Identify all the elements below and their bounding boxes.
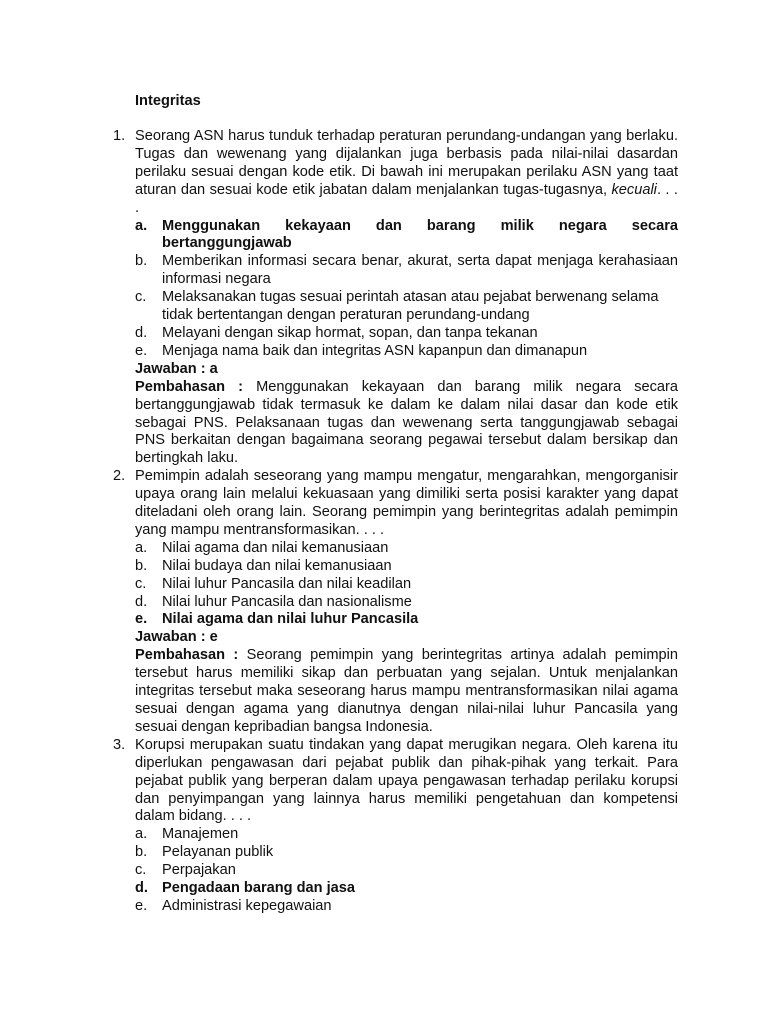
option-letter: b. <box>135 253 148 270</box>
option-text: Pelayanan publik <box>162 844 274 861</box>
option-letter: b. <box>135 557 148 574</box>
option-letter: e. <box>135 611 148 628</box>
question-text: Korupsi merupakan suatu tindakan yang dapat merugikan negara. Oleh karena itu diperlukan pengawasan dari pejabat publik dan pihak-pihak yang terkait. Para pejabat publik yang berperan dalam upaya pengawasan terhadap perilaku korupsi dan penyimpangan yang lainnya harus memiliki pengetahuan dan kompetensi dalam bidang. . . . <box>135 736 678 825</box>
option-c <box>135 576 678 594</box>
option-d <box>135 880 678 898</box>
option-a <box>135 218 678 254</box>
answer-line: Jawaban : e <box>135 629 218 646</box>
explanation-label: Pembahasan : <box>135 378 244 395</box>
option-text: Administrasi kepegawaian <box>162 897 332 914</box>
question-number: 3. <box>113 736 126 753</box>
question-2 <box>0 468 768 737</box>
option-b <box>135 253 678 289</box>
option-text: Melaksanakan tugas sesuai perintah atasan atau pejabat berwenang selama tidak bertentangan dengan peraturan perundang-undang <box>162 289 659 324</box>
option-letter: a. <box>135 539 148 556</box>
option-letter: d. <box>135 324 148 341</box>
page-title: Integritas <box>135 93 201 109</box>
option-d <box>135 325 678 343</box>
question-text: Seorang ASN harus tunduk terhadap peraturan perundang-undangan yang berlaku. Tugas dan wewenang yang dijalankan juga berbasis pada nilai-nilai dasardan perilaku sesuai dengan kode etik. Di bawah ini merupakan perilaku ASN yang taat aturan dan sesuai kode etik jabatan dalam menjalankan tugas-tugasnya, kecuali. . . . <box>135 128 678 216</box>
option-letter: b. <box>135 844 148 861</box>
explanation-text: Seorang pemimpin yang berintegritas artinya adalah pemimpin tersebut harus memiliki sikap dan perbuatan yang sejalan. Untuk menjalankan integritas tersebut maka seseorang harus mampu mentransformasikan nilai agama sesuai dengan agama yang dianutnya dengan nilai-nilai luhur Pancasila yang sesuai dengan kepribadian bangsa Indonesia. <box>135 647 678 735</box>
option-letter: d. <box>135 880 148 897</box>
question-1 <box>0 128 768 468</box>
option-letter: a. <box>135 826 148 843</box>
option-letter: d. <box>135 593 148 610</box>
option-letter: e. <box>135 342 148 359</box>
option-a <box>135 540 678 558</box>
explanation <box>135 647 678 737</box>
option-text: Nilai agama dan nilai kemanusiaan <box>162 539 389 556</box>
question-emphasis: kecuali <box>611 181 657 198</box>
option-letter: e. <box>135 897 148 914</box>
option-c <box>135 862 678 880</box>
question-number: 2. <box>113 468 126 485</box>
answer-line: Jawaban : a <box>135 360 218 377</box>
option-letter: c. <box>135 575 147 592</box>
option-text: Perpajakan <box>162 862 236 879</box>
option-text: Memberikan informasi secara benar, akurat, serta dapat menjaga kerahasiaan informasi negara <box>162 253 678 288</box>
option-letter: c. <box>135 862 147 879</box>
option-a <box>135 826 678 844</box>
explanation <box>135 379 678 469</box>
question-text: Pemimpin adalah seseorang yang mampu mengatur, mengarahkan, mengorganisir upaya orang lain melalui kekuasaan yang dimiliki serta posisi karakter yang dapat diteladani oleh orang lain. Seorang pemimpin yang berintegritas adalah pemimpin yang mampu mentransformasikan. . . . <box>135 468 678 538</box>
question-list <box>0 128 768 916</box>
option-text: Nilai luhur Pancasila dan nilai keadilan <box>162 575 412 592</box>
option-text: Manajemen <box>162 826 239 843</box>
option-text: Melayani dengan sikap hormat, sopan, dan tanpa tekanan <box>162 324 538 341</box>
explanation-label: Pembahasan : <box>135 647 239 664</box>
option-b <box>135 558 678 576</box>
option-text: Menjaga nama baik dan integritas ASN kapanpun dan dimanapun <box>162 342 588 359</box>
option-text: Menggunakan kekayaan dan barang milik negara secara bertanggungjawab <box>162 217 678 252</box>
option-text: Nilai agama dan nilai luhur Pancasila <box>162 611 419 628</box>
option-e <box>135 898 678 916</box>
option-b <box>135 844 678 862</box>
option-letter: c. <box>135 289 147 306</box>
option-text: Pengadaan barang dan jasa <box>162 880 356 897</box>
option-e <box>135 343 678 361</box>
question-number: 1. <box>113 128 126 144</box>
option-text: Nilai budaya dan nilai kemanusiaan <box>162 557 392 574</box>
option-d <box>135 594 678 612</box>
explanation-text: Menggunakan kekayaan dan barang milik negara secara bertanggungjawab tidak termasuk ke dalam ke dalam nilai dasar dan kode etik sebagai PNS. Pelaksanaan tugas dan wewenang serta tanggungjawab sebagai PNS berkaitan dengan bagaimana seorang pegawai tersebut dalam bersikap dan bertingkah laku. <box>135 378 678 467</box>
question-3 <box>0 737 768 916</box>
option-letter: a. <box>135 217 148 234</box>
option-c <box>135 289 678 325</box>
option-text: Nilai luhur Pancasila dan nasionalisme <box>162 593 412 610</box>
option-e <box>135 611 678 629</box>
